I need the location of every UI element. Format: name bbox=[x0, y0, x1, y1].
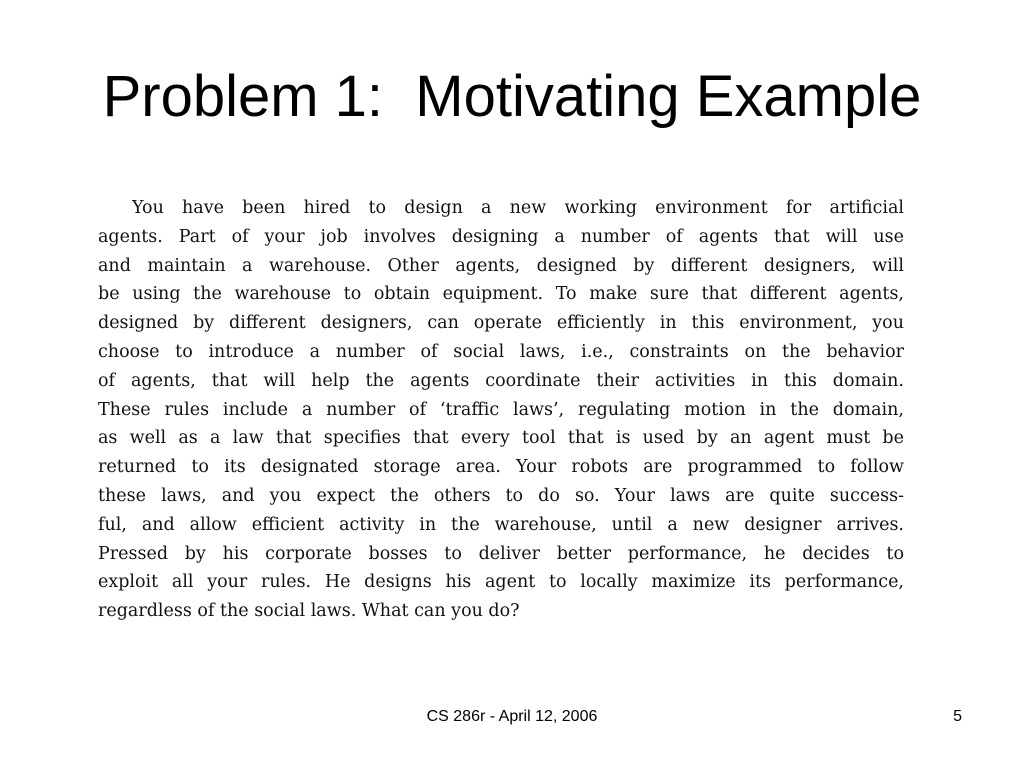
excerpt-line: choose to introduce a number of social laws, i.e., constraints on the behavior bbox=[98, 341, 904, 362]
excerpt-line: as well as a law that specifies that every tool that is used by an agent must be bbox=[98, 428, 904, 449]
excerpt-line: agents. Part of your job involves designing a number of agents that will use bbox=[98, 226, 904, 247]
excerpt-line: regardless of the social laws. What can you do? bbox=[98, 601, 520, 622]
slide-title: Problem 1: Motivating Example bbox=[102, 64, 922, 129]
excerpt-line: these laws, and you expect the others to do so. Your laws are quite success- bbox=[98, 485, 904, 506]
page-number: 5 bbox=[953, 708, 962, 725]
footer-caption: CS 286r - April 12, 2006 bbox=[426, 708, 598, 725]
excerpt-line: These rules include a number of ‘traffic laws’, regulating motion in the domain, bbox=[98, 399, 904, 420]
excerpt-line: designed by different designers, can operate efficiently in this environment, you bbox=[98, 313, 904, 334]
excerpt-line: ful, and allow efficient activity in the warehouse, until a new designer arrives. bbox=[98, 514, 904, 535]
excerpt-line: Pressed by his corporate bosses to deliver better performance, he decides to bbox=[98, 543, 904, 564]
scanned-text-excerpt bbox=[98, 194, 904, 626]
excerpt-line: returned to its designated storage area. Your robots are programmed to follow bbox=[98, 457, 904, 478]
excerpt-line: exploit all your rules. He designs his agent to locally maximize its performance, bbox=[98, 572, 904, 593]
excerpt-line: be using the warehouse to obtain equipment. To make sure that different agents, bbox=[98, 284, 904, 305]
excerpt-line: and maintain a warehouse. Other agents, designed by different designers, will bbox=[98, 255, 904, 276]
excerpt-line: of agents, that will help the agents coordinate their activities in this domain. bbox=[98, 370, 904, 391]
excerpt-line: You have been hired to design a new working environment for artificial bbox=[132, 198, 904, 218]
